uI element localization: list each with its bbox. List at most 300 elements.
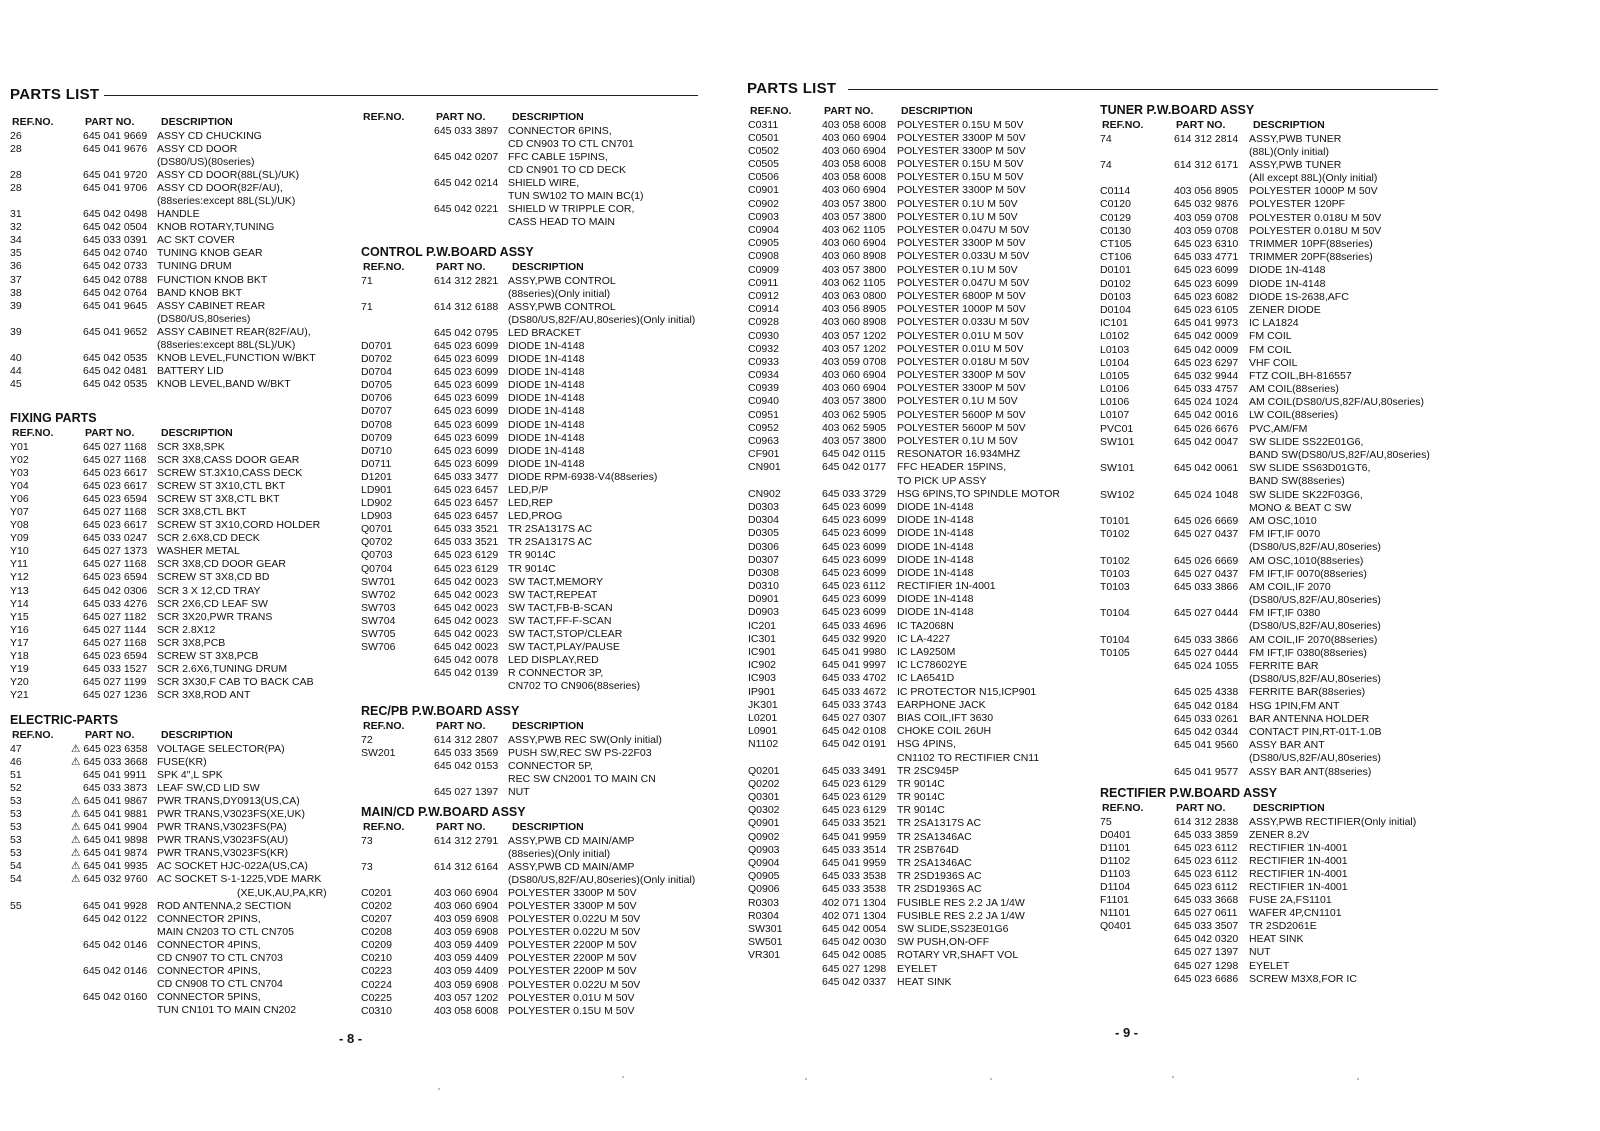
part-no: 645 041 9959 — [822, 857, 887, 869]
table-row — [10, 260, 350, 273]
part-no: 614 312 2814 — [1174, 132, 1239, 145]
page-9-title: PARTS LIST — [747, 80, 837, 97]
ref-no: 34 — [10, 234, 22, 247]
table-row — [748, 224, 1088, 237]
part-no: ⚠ 645 041 9904 — [71, 821, 148, 834]
part-no: 645 023 6594 — [83, 492, 148, 505]
part-no: 645 027 0444 — [1174, 646, 1239, 659]
table-row — [10, 545, 350, 558]
ref-no: C0506 — [748, 171, 779, 184]
description: FUSE 2A,FS1101 — [1249, 894, 1332, 907]
parts-section — [361, 111, 701, 229]
table-row — [10, 300, 350, 313]
part-no: 645 033 3729 — [822, 487, 887, 500]
ref-no: L0106 — [1100, 396, 1130, 409]
table-row — [361, 379, 701, 392]
table-row — [361, 432, 701, 445]
ref-no: Q0903 — [748, 843, 780, 856]
description: SW TACT,REPEAT — [508, 588, 598, 601]
table-row — [1100, 133, 1440, 146]
table-header — [10, 427, 350, 441]
table-row — [748, 936, 1088, 949]
part-no: 645 042 0214 — [434, 176, 499, 189]
description: ASSY,PWB CONTROL — [508, 274, 616, 287]
ref-no: 53 — [10, 821, 22, 834]
part-no: 645 023 6129 — [822, 804, 887, 817]
ref-no: C0129 — [1100, 211, 1131, 224]
table-row — [1100, 159, 1440, 172]
section-title: CONTROL P.W.BOARD ASSY — [361, 245, 534, 259]
ref-no: Y09 — [10, 532, 29, 545]
table-row — [10, 274, 350, 287]
description: EYELET — [897, 962, 938, 975]
part-no: 645 033 0391 — [83, 234, 148, 247]
description: WAFER 4P,CN1101 — [1249, 907, 1342, 920]
description: ASSY,PWB CD MAIN/AMP — [508, 834, 635, 847]
table-row — [1100, 541, 1440, 554]
part-no: 645 023 6129 — [822, 791, 887, 804]
description: MAIN CN203 TO CTL CN705 — [157, 925, 294, 938]
ref-no: C0940 — [748, 395, 779, 408]
table-row — [748, 316, 1088, 329]
description: AM COIL,IF 2070(88series) — [1249, 633, 1378, 646]
description: TR 2SA1317S AC — [508, 523, 593, 536]
ref-no: 35 — [10, 247, 22, 260]
description: (DS80/US,82F/AU,80series) — [1249, 673, 1381, 686]
description: KNOB ROTARY,TUNING — [157, 221, 275, 234]
part-no: 645 042 0023 — [434, 575, 499, 588]
table-header — [10, 729, 350, 743]
description: IC LA9250M — [897, 646, 956, 658]
table-row — [1100, 960, 1440, 973]
header-ref-no: REF.NO. — [363, 821, 405, 833]
ref-no: Q0701 — [361, 523, 393, 536]
table-row — [748, 897, 1088, 910]
header-ref-no: REF.NO. — [363, 720, 405, 732]
ref-no: D1101 — [1100, 841, 1131, 854]
ref-no: 45 — [10, 378, 22, 391]
description: (All except 88L)(Only initial) — [1249, 172, 1378, 185]
ref-no: 28 — [10, 142, 22, 155]
description: FM COIL — [1249, 330, 1292, 343]
table-row — [10, 493, 350, 506]
ref-no: Q0904 — [748, 857, 780, 869]
part-no: 645 033 4696 — [822, 619, 887, 632]
table-row — [748, 356, 1088, 369]
table-row — [361, 523, 701, 536]
description: TR 2SB764D — [897, 843, 959, 856]
description: FM COIL — [1249, 343, 1292, 356]
ref-no: 37 — [10, 273, 22, 286]
table-row — [10, 339, 350, 352]
description: SCR 2.6X6,TUNING DRUM — [157, 663, 288, 676]
ref-no: 52 — [10, 781, 22, 794]
part-no: 403 057 1202 — [822, 329, 887, 342]
description: ASSY CD DOOR(88L(SL)/UK) — [157, 168, 300, 181]
description: DIODE 1N-4148 — [897, 566, 974, 579]
table-row — [748, 343, 1088, 356]
parts-section-control-p-w-board-assy — [361, 245, 701, 694]
table-row — [10, 182, 350, 195]
table-row — [10, 169, 350, 182]
part-no: 645 023 6112 — [1174, 867, 1238, 880]
table-row — [748, 435, 1088, 448]
table-row — [10, 965, 350, 978]
ref-no: Y17 — [10, 636, 29, 649]
part-no: 645 041 9980 — [822, 646, 887, 658]
table-row — [1100, 383, 1440, 396]
part-no: 403 057 3800 — [822, 435, 887, 447]
part-no: 645 042 0115 — [822, 448, 886, 461]
description: DIODE 1S-2638,AFC — [1249, 290, 1349, 303]
table-row — [748, 250, 1088, 263]
table-row — [748, 606, 1088, 619]
description: ASSY,PWB REC SW(Only initial) — [508, 733, 662, 746]
part-no: 645 042 0009 — [1174, 343, 1239, 356]
ref-no: C0951 — [748, 408, 779, 421]
table-row — [10, 378, 350, 391]
part-no: 645 042 0047 — [1174, 435, 1239, 448]
ref-no: C0903 — [748, 210, 779, 223]
table-row — [748, 883, 1088, 896]
description: PWR TRANS,V3023FS(PA) — [157, 821, 287, 834]
table-row — [1100, 370, 1440, 383]
ref-no: 72 — [361, 733, 373, 746]
table-row — [361, 734, 701, 747]
part-no: 645 041 9560 — [1174, 739, 1239, 752]
table-row — [361, 392, 701, 405]
description: ASSY CABINET REAR — [157, 299, 266, 312]
description: FM IFT,IF 0070 — [1249, 528, 1321, 541]
table-row — [748, 633, 1088, 646]
description: POLYESTER 0.022U M 50V — [508, 913, 641, 926]
table-row — [748, 409, 1088, 422]
description: KNOB LEVEL,FUNCTION W/BKT — [157, 352, 316, 365]
part-no: 614 312 2791 — [434, 834, 499, 847]
ref-no: D0704 — [361, 366, 392, 379]
table-row — [10, 860, 350, 873]
table-row — [748, 910, 1088, 923]
table-row — [361, 151, 701, 164]
ref-no: C0202 — [361, 899, 392, 912]
parts-section — [748, 105, 1088, 989]
table-row — [1100, 647, 1440, 660]
part-no: 645 027 1298 — [1174, 959, 1239, 972]
ref-no: C0905 — [748, 237, 779, 250]
part-no: 645 042 0535 — [83, 378, 148, 391]
ref-no: SW704 — [361, 614, 396, 627]
table-row — [1100, 146, 1440, 159]
part-no: 645 024 1055 — [1174, 660, 1239, 672]
table-row — [1100, 212, 1440, 225]
table-row — [361, 602, 701, 615]
description: SW TACT,PLAY/PAUSE — [508, 641, 620, 654]
ref-no: IC902 — [748, 659, 777, 672]
ref-no: IC101 — [1100, 317, 1129, 330]
table-row — [748, 514, 1088, 527]
part-no: 645 027 0611 — [1174, 907, 1238, 920]
ref-no: Y02 — [10, 453, 29, 466]
table-row — [361, 471, 701, 484]
part-no: 645 042 0191 — [822, 738, 887, 751]
description: RECTIFIER 1N-4001 — [1249, 854, 1348, 867]
part-no: 645 041 9973 — [1174, 317, 1239, 330]
part-no: 645 042 0023 — [434, 588, 499, 601]
table-row — [10, 532, 350, 545]
ref-no: Y18 — [10, 650, 29, 662]
ref-no: 31 — [10, 208, 22, 221]
description: POLYESTER 0.1U M 50V — [897, 210, 1018, 223]
description: POLYESTER 2200P M 50V — [508, 965, 637, 978]
table-row — [1100, 881, 1440, 894]
description: BAND KNOB BKT — [157, 286, 243, 299]
part-no: 645 033 3873 — [83, 781, 148, 794]
table-row — [361, 773, 701, 786]
section-title: REC/PB P.W.BOARD ASSY — [361, 704, 520, 718]
part-no: 645 027 0437 — [1174, 567, 1239, 580]
part-no: 645 042 0023 — [434, 641, 499, 654]
table-row — [1100, 489, 1440, 502]
scan-speck — [1172, 1076, 1174, 1078]
description: POLYESTER 3300P M 50V — [897, 144, 1026, 157]
description: CD CN907 TO CTL CN703 — [157, 952, 283, 964]
description: VOLTAGE SELECTOR(PA) — [157, 742, 285, 755]
table-row — [1100, 409, 1440, 422]
table-row — [1100, 829, 1440, 842]
table-row — [748, 725, 1088, 738]
table-row — [10, 939, 350, 952]
part-no: 645 023 6310 — [1174, 238, 1239, 250]
part-no: 645 042 0023 — [434, 628, 499, 641]
part-no: 403 062 5905 — [822, 408, 887, 421]
part-no: 645 023 6099 — [822, 540, 887, 553]
part-no: 645 033 4771 — [1174, 251, 1239, 264]
part-no: 645 042 0122 — [83, 912, 148, 925]
section-title: MAIN/CD P.W.BOARD ASSY — [361, 805, 526, 819]
part-no: 645 042 0139 — [434, 667, 499, 680]
header-description: DESCRIPTION — [1253, 802, 1325, 814]
part-no: ⚠ 645 032 9760 — [71, 873, 148, 886]
ref-no: Y21 — [10, 689, 29, 702]
description: VHF COIL — [1249, 356, 1298, 369]
header-description: DESCRIPTION — [161, 729, 233, 741]
description: SCR 3X8,ROD ANT — [157, 689, 251, 702]
description: FM IFT,IF 0380(88series) — [1249, 646, 1367, 659]
table-row — [361, 576, 701, 589]
description: PVC,AM/FM — [1249, 422, 1308, 435]
part-no: 645 027 1236 — [83, 689, 148, 702]
description: DIODE 1N-4148 — [508, 353, 585, 366]
header-part-no: PART NO. — [436, 111, 486, 123]
part-no: 645 042 0788 — [83, 273, 148, 286]
table-row — [361, 353, 701, 366]
ref-no: 71 — [361, 274, 373, 287]
table-header — [1100, 802, 1440, 816]
table-row — [748, 290, 1088, 303]
part-no: 645 041 9959 — [822, 830, 887, 843]
ref-no: D0706 — [361, 392, 392, 405]
ref-no: 75 — [1100, 815, 1112, 828]
scan-speck — [990, 1078, 992, 1080]
part-no: 403 058 6008 — [822, 171, 887, 184]
page-8-number: - 8 - — [339, 1031, 363, 1046]
table-row — [10, 467, 350, 480]
part-no: 645 023 6457 — [434, 510, 499, 523]
table-row — [1100, 816, 1440, 829]
table-row — [748, 145, 1088, 158]
part-no: 403 058 6008 — [822, 118, 887, 131]
table-row — [10, 689, 350, 702]
description: POLYESTER 3300P M 50V — [508, 886, 637, 899]
ref-no: 71 — [361, 300, 373, 313]
page-9-title-rule — [848, 89, 1438, 90]
table-row — [10, 991, 350, 1004]
ref-no: 74 — [1100, 132, 1112, 145]
ref-no: 40 — [10, 352, 22, 365]
ref-no: C0932 — [748, 342, 779, 355]
part-no: 403 059 4409 — [434, 965, 499, 978]
part-no: 403 059 4409 — [434, 939, 499, 952]
ref-no: C0223 — [361, 965, 392, 978]
ref-no: C0120 — [1100, 198, 1131, 211]
description: TR 2SA1317S AC — [897, 817, 982, 830]
table-row — [748, 132, 1088, 145]
description: CHOKE COIL 26UH — [897, 725, 992, 738]
table-row — [361, 992, 701, 1005]
part-no: 645 023 6099 — [822, 500, 887, 513]
description: LED BRACKET — [508, 326, 581, 339]
description: TO PICK UP ASSY — [897, 474, 987, 487]
table-row — [10, 676, 350, 689]
table-row — [361, 314, 701, 327]
table-row — [748, 211, 1088, 224]
ref-no: T0103 — [1100, 580, 1130, 593]
description: AM OSC,1010(88series) — [1249, 554, 1364, 567]
header-ref-no: REF.NO. — [363, 111, 405, 123]
description: SCREW ST.3X10,CASS DECK — [157, 466, 303, 479]
description: DIODE 1N-4148 — [897, 606, 974, 619]
description: IC LA1824 — [1249, 317, 1299, 330]
table-row — [1100, 673, 1440, 686]
ref-no: Y08 — [10, 519, 29, 532]
ref-no: 53 — [10, 834, 22, 847]
description: DIODE 1N-4148 — [1249, 264, 1326, 277]
description: SW SLIDE SS63D01GT6, — [1249, 462, 1371, 475]
ref-no: C0930 — [748, 329, 779, 342]
part-no: 645 033 4757 — [1174, 383, 1239, 396]
description: (88series)(Only initial) — [508, 287, 611, 300]
ref-no: C0209 — [361, 939, 392, 952]
ref-no: 53 — [10, 847, 22, 860]
description: TR 9014C — [897, 791, 945, 804]
part-no: 403 057 3800 — [822, 197, 887, 210]
ref-no: SW706 — [361, 641, 396, 654]
header-part-no: PART NO. — [1176, 802, 1226, 814]
part-no: 645 023 6112 — [822, 580, 886, 593]
table-row — [10, 195, 350, 208]
table-row — [1100, 317, 1440, 330]
part-no: 403 059 4409 — [434, 952, 499, 965]
description: (DS80/US,80series) — [157, 312, 251, 325]
ref-no: 46 — [10, 755, 22, 768]
part-no: 645 023 6099 — [434, 405, 499, 418]
part-no: 645 023 6594 — [83, 650, 148, 662]
description: ASSY,PWB TUNER — [1249, 158, 1342, 171]
table-row — [1100, 344, 1440, 357]
table-row — [1100, 739, 1440, 752]
ref-no: 54 — [10, 873, 22, 886]
description: SCR 3X8,CASS DOOR GEAR — [157, 453, 300, 466]
table-row — [361, 275, 701, 288]
description: (DS80/US,82F/AU,80series)(Only initial) — [508, 313, 696, 326]
description: POLYESTER 3300P M 50V — [897, 184, 1026, 197]
description: PWR TRANS,V3023FS(KR) — [157, 847, 289, 860]
part-no: 645 023 6129 — [434, 549, 499, 562]
description: SW TACT,STOP/CLEAR — [508, 628, 623, 641]
table-row — [748, 976, 1088, 989]
header-part-no: PART NO. — [436, 720, 486, 732]
ref-no: CT106 — [1100, 251, 1132, 264]
description: POLYESTER 3300P M 50V — [508, 899, 637, 912]
part-no: 645 023 6105 — [1174, 303, 1239, 316]
description: REC SW CN2001 TO MAIN CN — [508, 772, 656, 785]
table-row — [361, 327, 701, 340]
description: HSG 4PINS, — [897, 738, 956, 751]
table-row — [1100, 436, 1440, 449]
ref-no: IC901 — [748, 646, 777, 658]
description: POLYESTER 0.047U M 50V — [897, 276, 1030, 289]
table-row — [1100, 462, 1440, 475]
table-row — [361, 965, 701, 978]
description: AM COIL,IF 2070 — [1249, 580, 1331, 593]
description: LW COIL(88series) — [1249, 409, 1339, 422]
part-no: 645 033 3521 — [434, 523, 499, 536]
part-no: 645 042 0160 — [83, 991, 148, 1004]
description: SCR 3X20,PWR TRANS — [157, 610, 273, 623]
description: SCREW ST 3X8,CTL BKT — [157, 492, 280, 505]
description: (XE,UK,AU,PA,KR) — [237, 886, 327, 899]
description: TR 9014C — [897, 804, 945, 817]
ref-no: C0901 — [748, 184, 779, 197]
description: CN1102 TO RECTIFIER CN11 — [897, 751, 1040, 764]
part-no: 614 312 2807 — [434, 733, 499, 746]
table-row — [361, 900, 701, 913]
description: CASS HEAD TO MAIN — [508, 216, 615, 229]
part-no: 403 057 1202 — [434, 991, 499, 1004]
table-row — [10, 221, 350, 234]
description: PWR TRANS,DY0913(US,CA) — [157, 794, 300, 807]
table-row — [748, 277, 1088, 290]
ref-no: D0103 — [1100, 290, 1131, 303]
ref-no: C0914 — [748, 303, 779, 316]
ref-no: D0306 — [748, 540, 779, 553]
description: AC SOCKET S-1-1225,VDE MARK — [157, 873, 322, 886]
table-row — [748, 422, 1088, 435]
description: (DS80/US,82F/AU,80series) — [1249, 752, 1381, 765]
header-ref-no: REF.NO. — [12, 729, 54, 741]
table-row — [748, 119, 1088, 132]
description: FUSIBLE RES 2.2 JA 1/4W — [897, 909, 1025, 922]
table-row — [361, 563, 701, 576]
table-row — [10, 365, 350, 378]
ref-no: C0952 — [748, 421, 779, 434]
table-row — [10, 978, 350, 991]
ref-no: 51 — [10, 768, 22, 781]
table-row — [1100, 946, 1440, 959]
table-row — [10, 611, 350, 624]
part-no: 403 060 6904 — [434, 899, 499, 912]
description: PUSH SW,REC SW PS-22F03 — [508, 746, 652, 759]
